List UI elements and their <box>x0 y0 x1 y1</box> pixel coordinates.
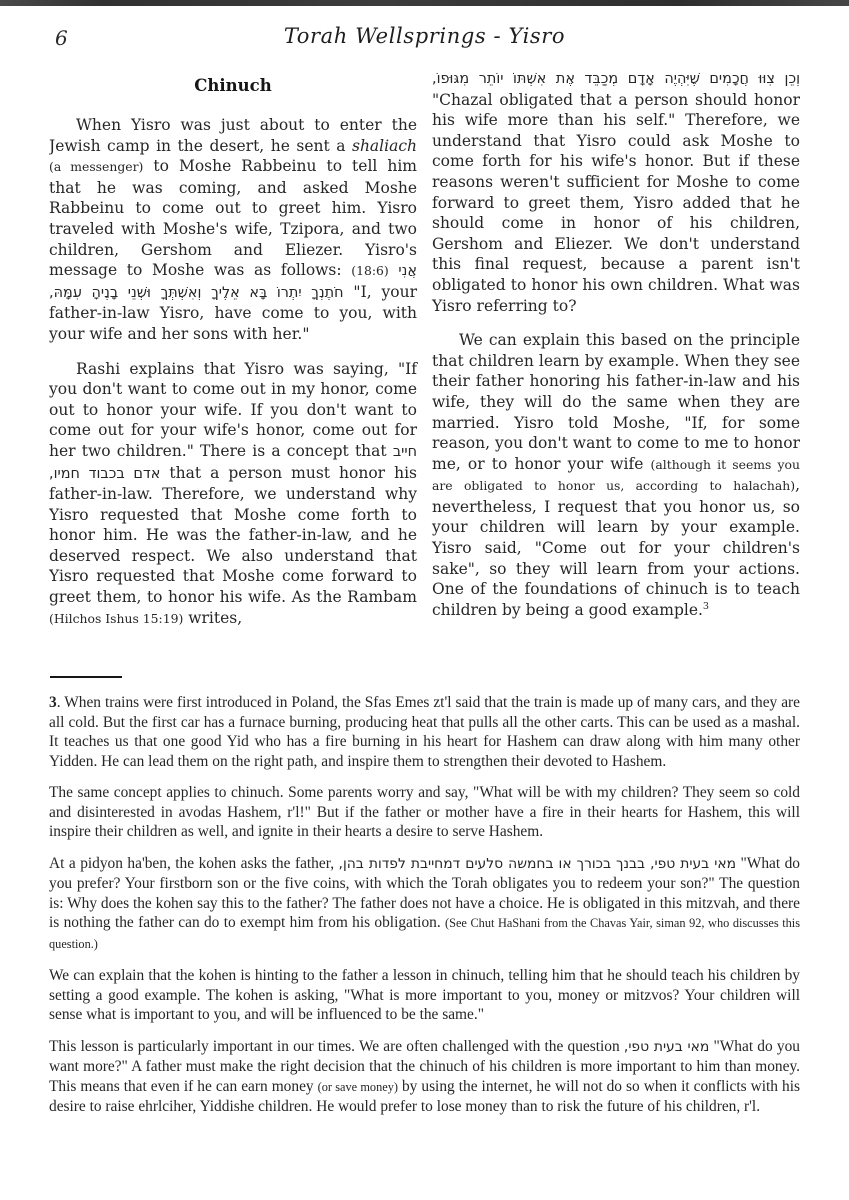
text-segment: This lesson is particularly important in our times. We are often challenged with the question <box>49 1037 624 1055</box>
right-column <box>432 68 800 643</box>
hebrew-text: וְכֵן צִוּוּ חֲכָמִים שֶׁיִּהְיֶה אָדָם מְכַבֵּד אֶת אִשְׁתּוֹ יוֹתֵר מִגּוּפוֹ, <box>432 71 800 87</box>
text-segment: "What do you prefer? Your firstborn son or the five coins, with which the Torah obligates you to redeem your son?" The question is: Why does the kohen say this to the father? The father does not have a choice. He is obligated in this mitzvah, and there is nothing the father can do to exempt him from his obligation. <box>49 854 801 931</box>
text-segment: The same concept applies to chinuch. Some parents worry and say, "What will be with my children? They seem so cold and disinterested in avodas Hashem, r'l!" But if the father or mother have a fire in their hearts for Hashem, this will inspire their children as well, and ignite in their hearts a desire to serve Hashem. <box>49 784 800 840</box>
section-heading: Chinuch <box>194 76 272 95</box>
text-segment: to Moshe Rabbeinu to tell him that he was coming, and asked Moshe Rabbeinu to come out to greet him. Yisro traveled with Moshe's wife, Tzipora, and two children, Gershom and Eliezer. Yisro's message to Moshe was as follows: <box>49 157 417 280</box>
text-segment: by using the internet, he will not do so when it conflicts with his desire to raise ehrlciher, Yiddishe children. He would prefer to lose money than to risk the future of his children, r'l. <box>49 1077 800 1115</box>
body-paragraph <box>49 359 417 630</box>
left-column <box>49 68 417 643</box>
body-paragraph <box>49 115 417 345</box>
text-segment: We can explain that the kohen is hinting to the father a lesson in chinuch, telling him that he should teach his children by setting a good example. The kohen is asking, "What is more important to you, money or mitzvos? Your children will sense what is important to you, and will be influenced to be the same." <box>49 967 800 1023</box>
text-segment: 3 <box>49 694 57 711</box>
body-paragraph <box>432 330 800 620</box>
text-segment: Rashi explains that Yisro was saying, "If you don't want to come out in my honor, come out to honor your wife. If you don't want to come out for your wife's honor, come out for her two children." There is a concept that <box>49 359 417 460</box>
text-segment: (a messenger) <box>49 159 144 175</box>
text-segment: "What do you want more?" A father must make the right decision that the chinuch of his children is more important to him than money. This means that even if he can earn money <box>49 1037 800 1095</box>
text-segment: "I, your father-in-law Yisro, have come to you, with your wife and her sons with her." <box>49 282 417 343</box>
text-segment: writes, <box>183 608 243 627</box>
right-column-paragraphs <box>432 68 800 620</box>
text-segment: At a pidyon ha'ben, the kohen asks the father, <box>49 854 339 872</box>
scan-top-edge <box>0 0 849 6</box>
text-segment: "Chazal obligated that a person should honor his wife more than his self." Therefore, we understand that Yisro could ask Moshe to come forth for his wife's honor. But if these reasons weren't sufficient for Moshe to come forward to greet them, Yisro added that he should come in honor of his children, Gershom and Eliezer. We don't understand this final request, because a parent isn't obligated to honor his own children. What was Yisro referring to? <box>432 90 800 315</box>
hebrew-text: מאי בעית טפי, בבנך בכורך או בחמשה סלעים דמחייבת לפדות בהן, <box>338 855 737 872</box>
text-segment <box>389 261 399 279</box>
footnote-reference: 3 <box>702 600 710 612</box>
left-column-paragraphs <box>49 115 417 629</box>
page-header <box>49 24 800 54</box>
body-paragraph <box>432 68 800 316</box>
text-segment: (although it seems you are obligated to honor us, according to halachah) <box>432 456 800 494</box>
text-segment: We can explain this based on the principle that children learn by example. When they see their father honoring his father-in-law and his wife, they will do the same when they are married. Yisro told Moshe, "If, for some reason, you don't want to come to me to honor me, or to honor your wife <box>432 331 800 473</box>
footnote-paragraph <box>49 1037 800 1117</box>
text-segment: (Hilchos Ishus 15:19) <box>49 610 184 626</box>
hebrew-text: חייב אדם בכבוד חמיו, <box>49 443 417 482</box>
footnote-paragraph <box>49 966 800 1025</box>
footnote-paragraph <box>49 693 800 771</box>
text-segment: that a person must honor his father-in-law. Therefore, we understand why Yisro requested that Moshe come forth to honor him. He was the father-in-law, and he deserved respect. We also understand that Yisro requested that Moshe come forward to greet them, to honor his wife. As the Rambam <box>49 463 417 607</box>
text-segment: (or save money) <box>317 1079 398 1094</box>
footnotes-section <box>49 676 800 1129</box>
page-number: 6 <box>55 26 68 50</box>
text-segment: (See Chut HaShani from the Chavas Yair, siman 92, who discusses this question.) <box>49 916 800 951</box>
text-segment: . When trains were first introduced in Poland, the Sfas Emes zt'l said that the train is made up of many cars, and they are all cold. But the first car has a furnace burning, producing heat that pulls all the other carts. This can be used as a mashal. It teaches us that one good Yid who has a fire burning in his heart for Hashem can draw along with him many other Yidden. He can lead them on the right path, and inspire them to strengthen their devoted to Hashem. <box>49 694 800 770</box>
text-segment: shaliach <box>352 136 417 155</box>
text-segment: , nevertheless, I request that you honor us, so your children will learn by your example. Yisro said, "Come out for your children's sake", so they will learn from your actions. One of the foundations of chinuch is to teach children by being a good example. <box>432 476 800 619</box>
footnote-paragraphs <box>49 693 800 1117</box>
footnote-paragraph <box>49 854 800 955</box>
text-segment: (18:6) <box>351 263 389 279</box>
footnote-separator <box>50 676 122 678</box>
text-segment: When Yisro was just about to enter the Jewish camp in the desert, he sent a <box>49 116 417 155</box>
page-title: Torah Wellsprings - Yisro <box>283 24 566 48</box>
two-column-body <box>49 68 800 643</box>
hebrew-text: מאי בעית טפי, <box>623 1038 710 1055</box>
footnote-paragraph <box>49 783 800 842</box>
hebrew-text: אֲנִי חֹתֶנְךָ יִתְרוֹ בָּא אֵלֶיךָ וְאִשְׁתְּךָ וּשְׁנֵי בָנֶיהָ עִמָּהּ, <box>49 263 417 301</box>
